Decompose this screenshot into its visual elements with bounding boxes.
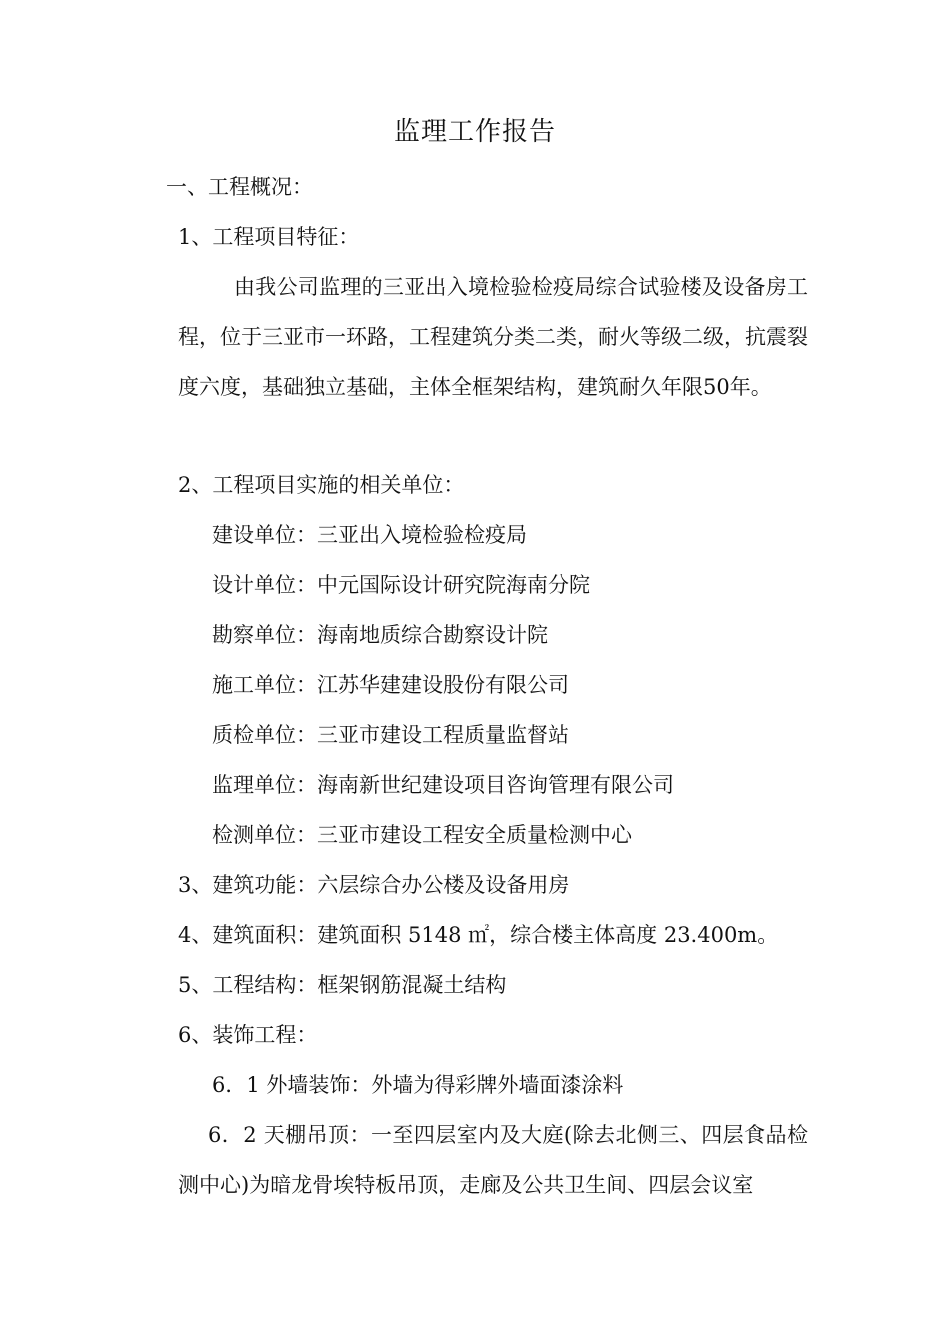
item-heading-project-features: 1、工程项目特征：: [178, 225, 360, 249]
unit-design: 设计单位：中元国际设计研究院海南分院: [212, 573, 590, 597]
unit-builder: 施工单位：江苏华建建设股份有限公司: [212, 673, 569, 697]
item-exterior-wall: 6．1 外墙装饰：外墙为得彩牌外墙面漆涂料: [212, 1073, 624, 1097]
paragraph-ceiling: 6．2 天棚吊顶：一至四层室内及大庭(除去北侧三、四层食品检测中心)为暗龙骨埃特板吊顶，走廊及公共卫生间、四层会议室: [178, 1123, 808, 1197]
document-title: 监理工作报告: [393, 117, 556, 147]
section-heading-overview: 一、工程概况：: [166, 175, 313, 199]
item-heading-decoration: 6、装饰工程：: [178, 1023, 318, 1047]
paragraph-project-features: 由我公司监理的三亚出入境检验检疫局综合试验楼及设备房工程，位于三亚市一环路，工程建筑分类二类，耐火等级二级，抗震裂度六度，基础独立基础，主体全框架结构，建筑耐久年限50年。: [178, 275, 808, 399]
unit-testing: 检测单位：三亚市建设工程安全质量检测中心: [212, 823, 632, 847]
item-building-function: 3、建筑功能：六层综合办公楼及设备用房: [178, 873, 570, 897]
item-heading-related-units: 2、工程项目实施的相关单位：: [178, 473, 465, 497]
unit-quality-inspection: 质检单位：三亚市建设工程质量监督站: [212, 723, 569, 747]
item-structure: 5、工程结构：框架钢筋混凝土结构: [178, 973, 507, 997]
item-building-area: 4、建筑面积：建筑面积 5148 ㎡，综合楼主体高度 23.400m。: [178, 923, 779, 947]
unit-construction: 建设单位：三亚出入境检验检疫局: [212, 523, 527, 547]
unit-supervision: 监理单位：海南新世纪建设项目咨询管理有限公司: [212, 773, 674, 797]
unit-survey: 勘察单位：海南地质综合勘察设计院: [212, 623, 548, 647]
